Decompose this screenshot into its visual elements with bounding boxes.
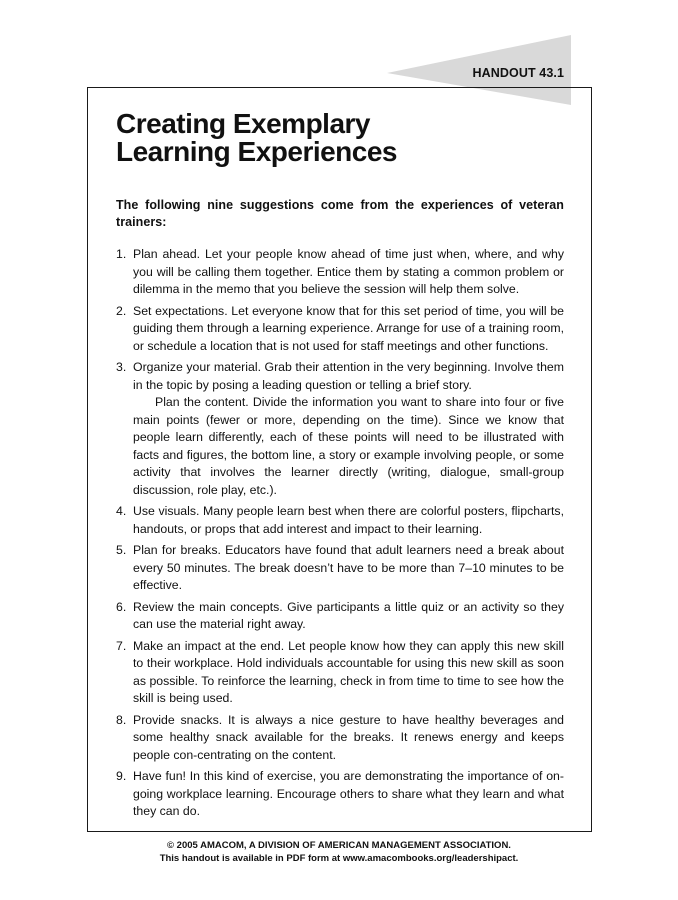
list-item-text: Make an impact at the end. Let people know how they can apply this new skill to their workplace. Hold individuals accountable for using this new skill as soon as possible. To reinforce the learning, check in from time to time to see how the skill is being used.	[133, 638, 564, 705]
list-item-text: Use visuals. Many people learn best when there are colorful posters, flipcharts, handouts, or props that add interest and impact to their learning.	[133, 504, 564, 536]
list-item	[116, 303, 564, 356]
list-item-number: 7.	[116, 638, 127, 653]
availability-text: This handout is available in PDF form at www.amacombooks.org/leadershipact.	[159, 853, 519, 864]
list-item	[116, 246, 564, 299]
title-line-1: Creating Exemplary	[116, 108, 370, 139]
list-item-text: Plan ahead. Let your people know ahead of time just when, where, and why you will be calling them together. Entice them by stating a common problem or dilemma in the memo that you believe the session will help them solve.	[133, 247, 564, 296]
handout-content	[116, 110, 564, 825]
list-item-number: 2.	[116, 303, 127, 318]
list-item-text: Set expectations. Let everyone know that for this set period of time, you will be guiding them through a learning experience. Arrange for use of a training room, or schedule a location that is not used for staff meetings and other functions.	[133, 303, 564, 353]
page-title	[116, 110, 564, 166]
list-item-number: 4.	[116, 504, 127, 518]
copyright-text: © 2005 AMACOM, A DIVISION OF AMERICAN MANAGEMENT ASSOCIATION.	[167, 840, 511, 851]
handout-label: HANDOUT 43.1	[472, 66, 564, 80]
list-item-text: Plan for breaks. Educators have found that adult learners need a break about every 50 minutes. The break doesn’t have to be more than 7–10 minutes to be effective.	[133, 543, 564, 592]
list-item	[116, 638, 564, 708]
list-item	[116, 599, 564, 634]
list-item-number: 8.	[116, 712, 127, 727]
list-item-number: 9.	[116, 769, 127, 783]
list-item	[116, 503, 564, 538]
list-item-text: Plan the content. Divide the information you want to share into four or five main points (fewer or more, depending on the time). Since we know that people learn differently, each of these points will need to be illustrated with facts and figures, the bottom line, a story or example involving people, or some activity that involves the learner directly (writing, dialogue, small-group discussion, role play, etc.).	[133, 395, 564, 497]
list-item-text: Review the main concepts. Give participants a little quiz or an activity so they can use the material right away.	[133, 599, 564, 631]
list-item-number: 6.	[116, 599, 127, 614]
title-line-2: Learning Experiences	[116, 136, 398, 167]
list-item-number: 3.	[116, 360, 127, 374]
list-item-text: Have fun! In this kind of exercise, you are demonstrating the importance of on-going workplace learning. Encourage others to share what they learn and what they can do.	[133, 769, 564, 818]
list-item-number: 5.	[116, 543, 127, 557]
footer	[0, 839, 678, 865]
list-item	[116, 768, 564, 821]
list-item	[116, 712, 564, 765]
list-item-number: 1.	[116, 247, 127, 261]
list-item	[116, 542, 564, 595]
suggestion-list	[116, 246, 564, 821]
intro-text: The following nine suggestions come from the experiences of veteran trainers:	[116, 198, 564, 229]
list-item-text: Organize your material. Grab their attention in the very beginning. Involve them in the topic by posing a leading question or telling a brief story.	[133, 360, 564, 392]
list-item-text: Provide snacks. It is always a nice gesture to have healthy beverages and some healthy snack available for the breaks. It renews energy and keeps people con-centrating on the content.	[133, 712, 564, 762]
list-item	[116, 359, 564, 499]
